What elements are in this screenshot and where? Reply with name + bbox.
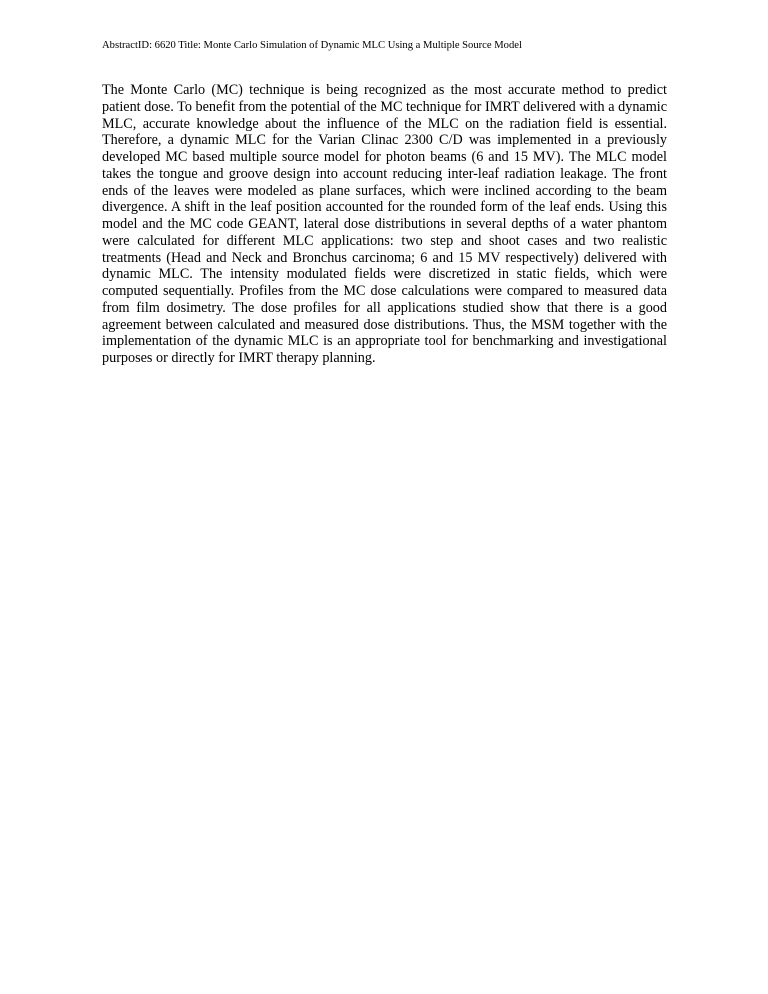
abstract-body-text: The Monte Carlo (MC) technique is being recognized as the most accurate method to predict patient dose. To benefit from the potential of the MC technique for IMRT delivered with a dynamic MLC, accurate knowledge about the influence of the MLC on the radiation field is essential. Therefore, a dynamic MLC for the Varian Clinac 2300 C/D was implemented in a previously developed MC based multiple source model for photon beams (6 and 15 MV). The MLC model takes the tongue and groove design into account reducing inter-leaf radiation leakage. The front ends of the leaves were modeled as plane surfaces, which were inclined according to the beam divergence. A shift in the leaf position accounted for the rounded form of the leaf ends. Using this model and the MC code GEANT, lateral dose distributions in several depths of a water phantom were calculated for different MLC applications: two step and shoot cases and two realistic treatments (Head and Neck and Bronchus carcinoma; 6 and 15 MV respectively) delivered with dynamic MLC. The intensity modulated fields were discretized in static fields, which were computed sequentially. Profiles from the MC dose calculations were compared to measured data from film dosimetry. The dose profiles for all applications studied show that there is a good agreement between calculated and measured dose distributions. Thus, the MSM together with the implementation of the dynamic MLC is an appropriate tool for benchmarking and investigational purposes or directly for IMRT therapy planning. bbox=[102, 82, 667, 366]
abstract-header: AbstractID: 6620 Title: Monte Carlo Simulation of Dynamic MLC Using a Multiple Source Model bbox=[102, 40, 522, 51]
